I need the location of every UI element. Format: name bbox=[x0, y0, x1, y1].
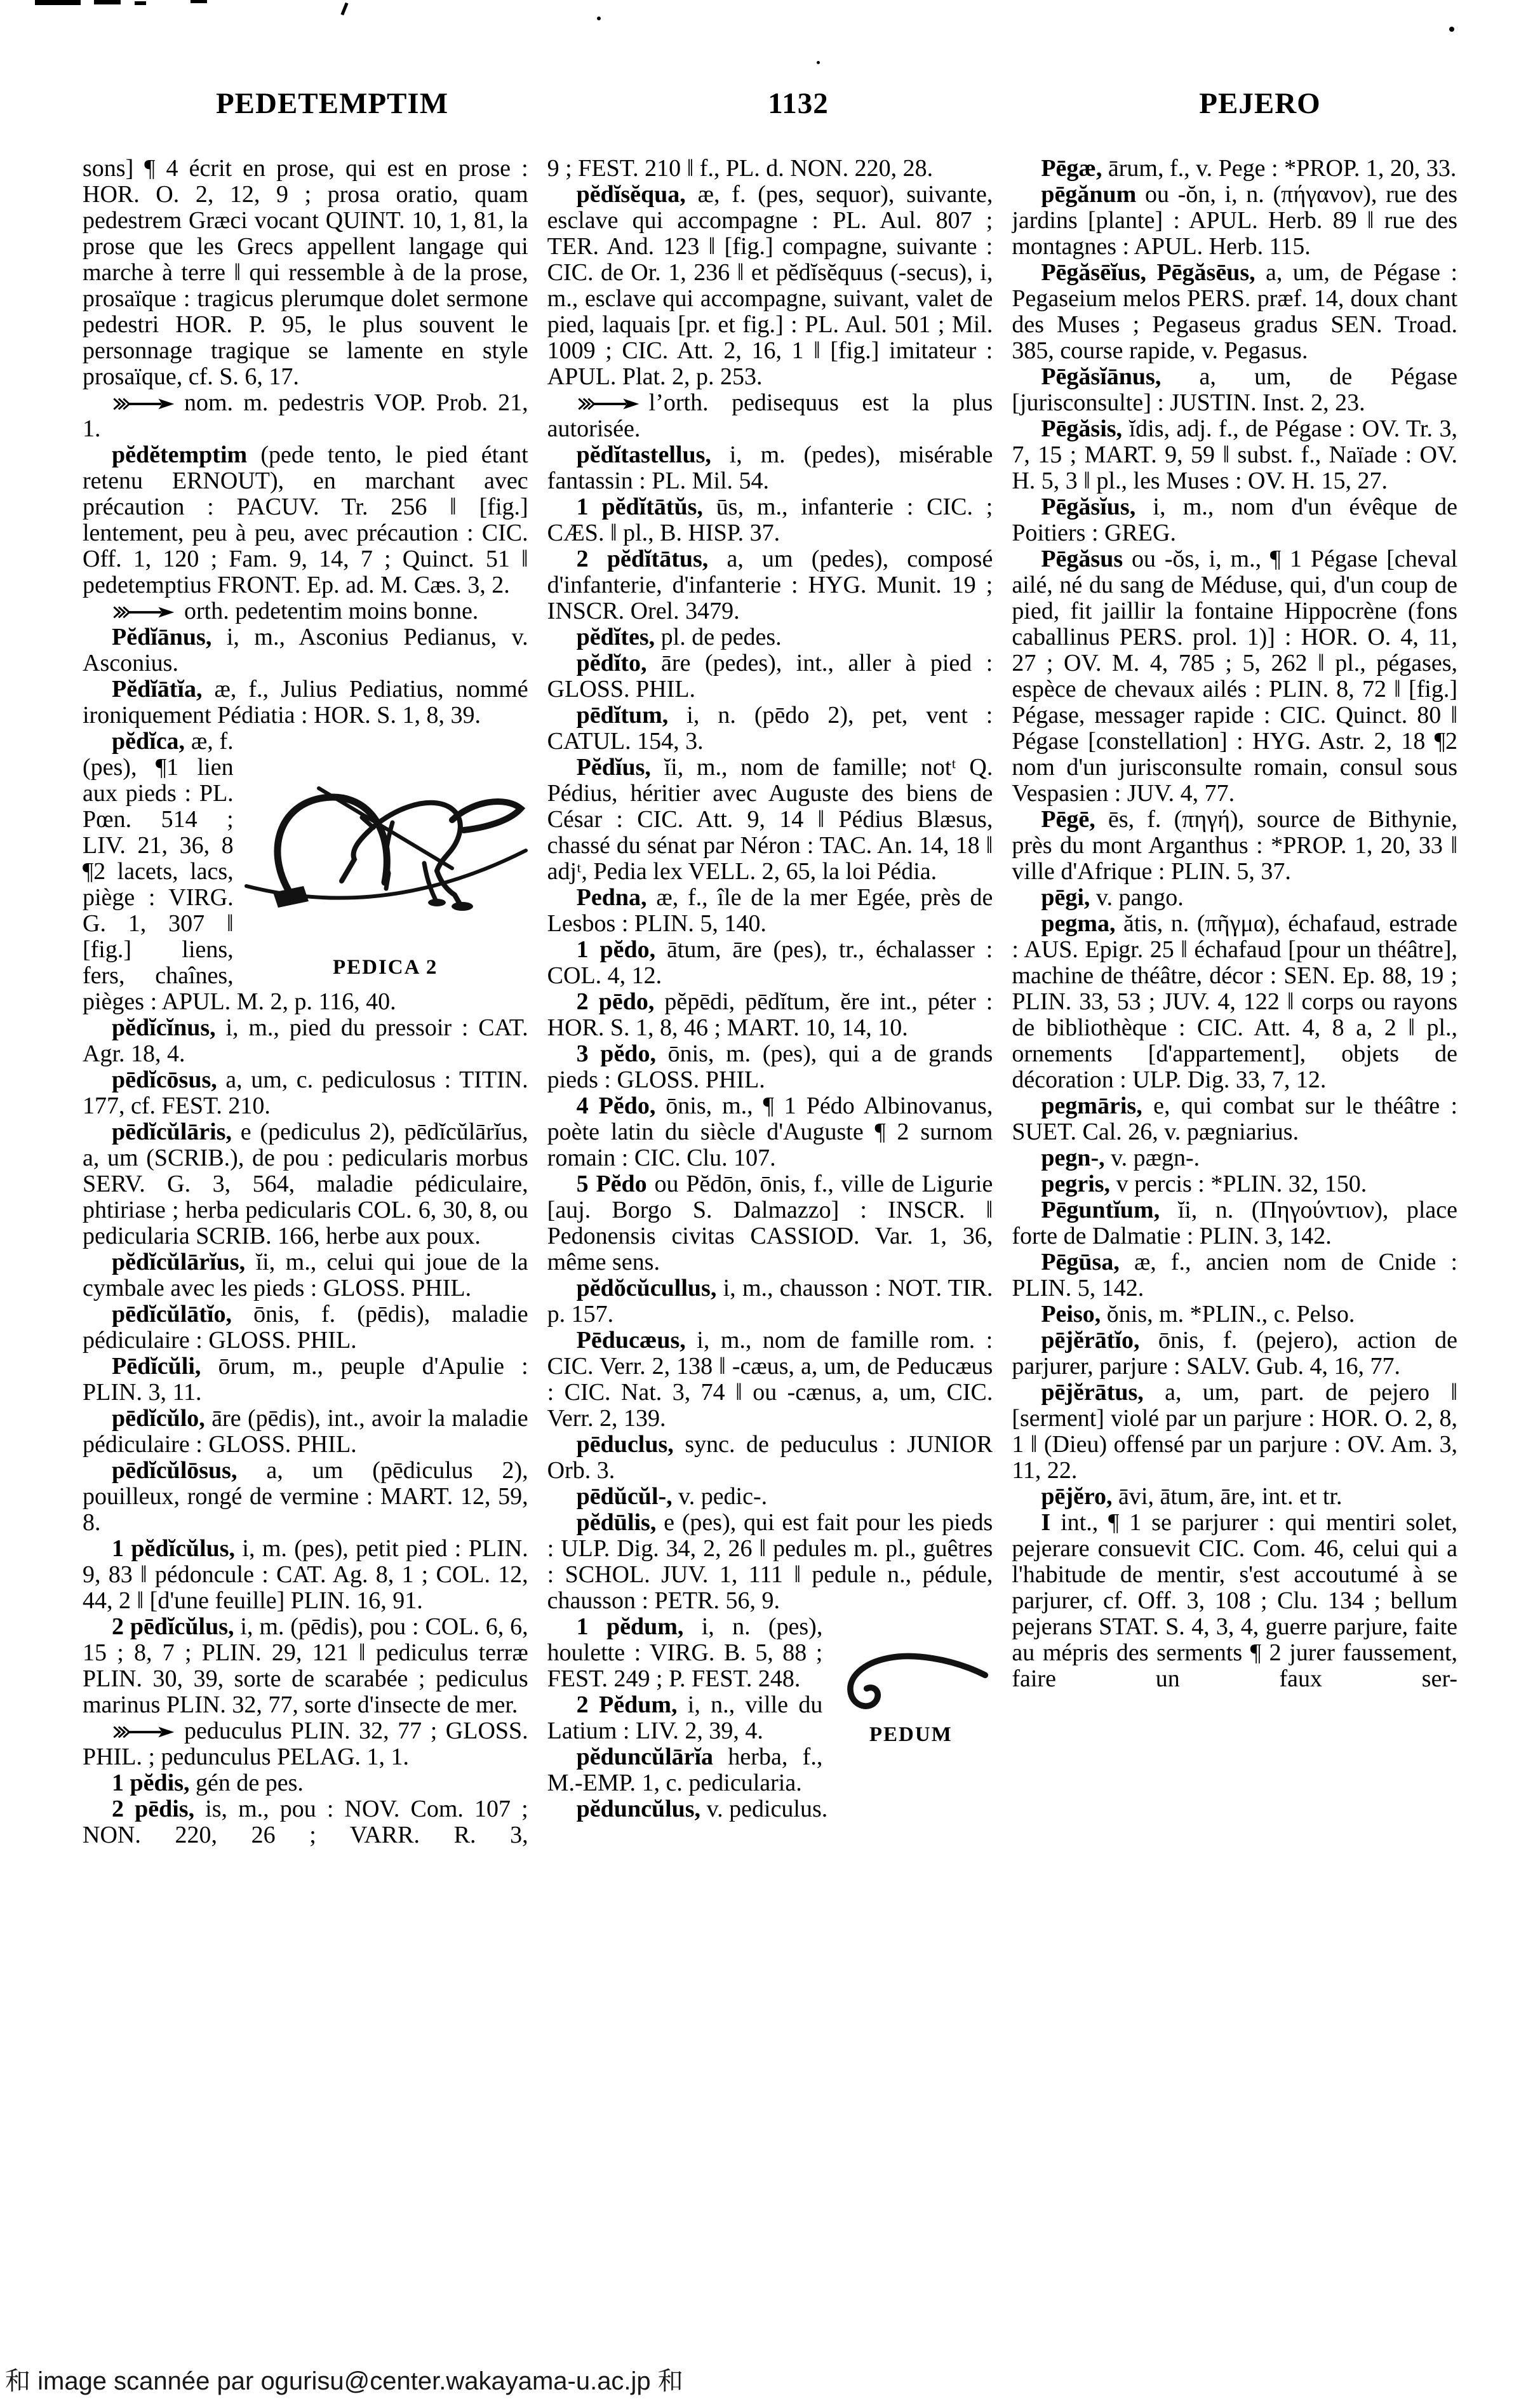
dictionary-entry: pēdĭcŭlāris, e (pediculus 2), pēdĭcŭlārĭus, a, um (SCRIB.), de pou : pedicularis morbus SERV. G. 3, 564, maladie pédiculaire, phtiriase ; herba pedicularis COL. 6, 30, 8, ou pedicularia SCRIB. 166, herbe aux poux. bbox=[83, 1119, 528, 1249]
dictionary-entry: 1 pĕdĭcŭlus, i, m. (pes), petit pied : PLIN. 9, 83 ‖ pédoncule : CAT. Ag. 8, 1 ; COL. 12, 44, 2 ‖ [d'une feuille] PLIN. 16, 91. bbox=[83, 1535, 528, 1614]
headword: pegma, bbox=[1041, 910, 1116, 937]
dictionary-entry: Pēgăsis, ĭdis, adj. f., de Pégase : OV. Tr. 3, 7, 15 ; MART. 9, 59 ‖ subst. f., Naïade : OV. H. 5, 3 ‖ pl., les Muses : OV. H. 15, 27. bbox=[1012, 415, 1457, 494]
headword: pegris, bbox=[1041, 1171, 1111, 1197]
dictionary-entry: pēduclus, sync. de peduculus : JUNIOR Orb. 3. bbox=[547, 1431, 993, 1484]
headword: pĕdĭca, bbox=[112, 728, 185, 755]
dictionary-entry: Pēgăsĭus, i, m., nom d'un évêque de Poitiers : GREG. bbox=[1012, 494, 1457, 546]
scan-artifact bbox=[135, 1, 146, 5]
dictionary-entry: 2 Pĕdum, i, n., ville du Latium : LIV. 2, 39, 4. bbox=[547, 1691, 823, 1744]
headword: Pēgăsēĭus, Pēgăsēus, bbox=[1041, 259, 1255, 286]
remark-arrow-icon bbox=[112, 397, 175, 411]
headword: 1 pĕdĭtātŭs, bbox=[576, 494, 703, 520]
headword: I bbox=[1041, 1509, 1051, 1536]
dictionary-entry: Pēgăsĭānus, a, um, de Pégase [jurisconsulte] : JUSTIN. Inst. 2, 23. bbox=[1012, 363, 1457, 416]
headword: 2 pēdis, bbox=[112, 1796, 195, 1822]
headword: Pĕdĭānus, bbox=[112, 624, 212, 650]
figure-pedica bbox=[243, 762, 528, 981]
headword: pĕdĭtastellus, bbox=[576, 441, 711, 468]
dictionary-entry: 1 pĕdo, ātum, āre (pes), tr., échalasser : COL. 4, 12. bbox=[547, 936, 993, 989]
headword: pēdĭcŭlātĭo, bbox=[112, 1301, 232, 1327]
headword: Pēgăsis, bbox=[1041, 415, 1123, 442]
header-left-keyword: PEDETEMPTIM bbox=[215, 87, 449, 120]
headword: 2 pēdĭcŭlus, bbox=[112, 1613, 234, 1640]
dictionary-entry: pējĕro, āvi, ātum, āre, int. et tr. bbox=[1041, 1483, 1342, 1510]
dictionary-entry: pĕdĭto, āre (pedes), int., aller à pied : GLOSS. PHIL. bbox=[547, 650, 993, 702]
figure-caption: PEDICA 2 bbox=[332, 956, 438, 979]
dictionary-entry: Pēducæus, i, m., nom de famille rom. : CIC. Verr. 2, 138 ‖ -cæus, a, um, de Peducæus : CIC. Nat. 3, 74 ‖ ou -cænus, a, um, CIC. Verr. 2, 139. bbox=[547, 1327, 993, 1432]
dictionary-entry: 4 Pĕdo, ōnis, m., ¶ 1 Pédo Albinovanus, poète latin du siècle d'Auguste ¶ 2 surnom romain : CIC. Clu. 107. bbox=[547, 1092, 993, 1171]
remark-arrow-icon bbox=[112, 1725, 175, 1739]
headword: 2 pĕdĭtātus, bbox=[576, 546, 709, 572]
headword: pēdĭtum, bbox=[576, 702, 669, 729]
headword: pēdĭcŭlōsus, bbox=[112, 1457, 238, 1484]
dictionary-entry: pegmāris, e, qui combat sur le théâtre : SUET. Cal. 26, v. pægniarius. bbox=[1012, 1092, 1457, 1145]
dictionary-entry: pĕduncŭlus, v. pediculus. bbox=[576, 1796, 828, 1822]
dictionary-entry: 9 ; FEST. 210 ‖ f., PL. d. NON. 220, 28. bbox=[547, 156, 934, 182]
headword: pĕdĭcĭnus, bbox=[112, 1014, 216, 1041]
headword: pĕdĭtes, bbox=[576, 624, 655, 650]
headword: 2 Pĕdum, bbox=[576, 1691, 678, 1718]
dictionary-entry: PEDICA 2 pĕdĭca, æ, f. (pes), ¶1 lien aux pieds : PL. Pœn. 514 ; LIV. 21, 36, 8 ¶2 lacets, lacs, piège : VIRG. G. 1, 307 ‖ [fig.] liens, fers, chaînes, pièges : APUL. M. 2, p. 116, 40. bbox=[83, 729, 528, 1015]
figure-pedum bbox=[829, 1639, 993, 1748]
headword: Pēgæ, bbox=[1041, 156, 1102, 182]
dictionary-entry: pēdĭcŭlo, āre (pēdis), int., avoir la maladie pédiculaire : GLOSS. PHIL. bbox=[83, 1405, 528, 1458]
headword: pēdĭcŭlo, bbox=[112, 1405, 205, 1432]
dictionary-entry: 1 pĕdis, gén de pes. bbox=[112, 1770, 304, 1796]
dictionary-entry: pĕdĭtes, pl. de pedes. bbox=[576, 624, 782, 650]
dictionary-entry: orth. pedetentim moins bonne. bbox=[83, 598, 528, 624]
dictionary-entry: pegma, ătis, n. (πῆγμα), échafaud, estrade : AUS. Epigr. 25 ‖ échafaud [pour un théâtre], machine de théâtre, décor : SEN. Ep. 88, 19 ; PLIN. 33, 53 ; JUV. 4, 122 ‖ corps ou rayons de bibliothèque : CIC. Att. 4, 8 a, 2 ‖ pl., ornements [d'appartement], objets de décoration : ULP. Dig. 33, 7, 12. bbox=[1012, 910, 1457, 1093]
headword: pĕdĭsĕqua, bbox=[576, 181, 686, 208]
text-columns bbox=[83, 156, 1457, 2271]
dictionary-entry: Pĕdĭus, ĭi, m., nom de famille; notᵗ Q. Pédius, héritier avec Auguste des biens de César : CIC. Att. 9, 14 ‖ Pédius Blæsus, chassé du sénat par Néron : TAC. An. 14, 18 ‖ adjᵗ, Pedia lex VELL. 2, 65, la loi Pédia. bbox=[547, 754, 993, 885]
headword: Pĕdĭātĭa, bbox=[112, 676, 203, 702]
headword: pegmāris, bbox=[1041, 1092, 1142, 1119]
headword: 5 Pĕdo bbox=[576, 1171, 647, 1197]
headword: pĕdĭto, bbox=[576, 650, 647, 676]
dictionary-entry: Pēgūsa, æ, f., ancien nom de Cnide : PLIN. 5, 142. bbox=[1012, 1249, 1457, 1301]
dictionary-entry: sons] ¶ 4 écrit en prose, qui est en prose : HOR. O. 2, 12, 9 ; prosa oratio, quam pedestrem Græci vocant QUINT. 10, 1, 81, la prose que les Grecs appellent langage qui marche à terre ‖ qui ressemble à de la prose, prosaïque : tragicus plerumque dolet sermone pedestri HOR. P. 95, le plus souvent le personnage tragique se lamente en style prosaïque, cf. S. 6, 17. bbox=[83, 156, 528, 390]
headword: Pedna, bbox=[576, 884, 647, 911]
scan-artifact bbox=[340, 3, 348, 15]
scan-artifact bbox=[191, 0, 207, 3]
dictionary-entry: Pēgē, ēs, f. (πηγή), source de Bithynie, près du mont Arganthus : *PROP. 1, 20, 33 ‖ ville d'Afrique : PLIN. 5, 37. bbox=[1012, 806, 1457, 885]
dictionary-entry: pĕdĭsĕqua, æ, f. (pes, sequor), suivante, esclave qui accompagne : PL. Aul. 807 ; TER. And. 123 ‖ [fig.] compagne, suivante : CIC. de Or. 1, 236 ‖ et pĕdĭsĕquus (-secus), i, m., esclave qui accompagne, suivant, valet de pied, laquais [pr. et fig.] : PL. Aul. 501 ; Mil. 1009 ; CIC. Att. 2, 16, 1 ‖ [fig.] imitateur : APUL. Plat. 2, p. 253. bbox=[547, 181, 993, 390]
scan-artifact bbox=[94, 0, 121, 4]
dictionary-entry: pēdĭcŭlātĭo, ōnis, f. (pēdis), maladie pédiculaire : GLOSS. PHIL. bbox=[83, 1301, 528, 1354]
headword: pĕdūlis, bbox=[576, 1509, 657, 1536]
dictionary-entry: pēgănum ou -ŏn, i, n. (πήγανον), rue des jardins [plante] : APUL. Herb. 89 ‖ rue des montagnes : APUL. Herb. 115. bbox=[1012, 181, 1457, 260]
headword: pēdŭcŭl-, bbox=[576, 1483, 673, 1510]
dictionary-entry: pĕdūlis, e (pes), qui est fait pour les pieds : ULP. Dig. 34, 2, 26 ‖ pedules m. pl., guêtres : SCHOL. JUV. 1, 111 ‖ pedule n., pédule, chausson : PETR. 56, 9. bbox=[547, 1509, 993, 1614]
headword: Pēguntĭum, bbox=[1041, 1197, 1160, 1223]
dictionary-entry: 1 pĕdĭtātŭs, ūs, m., infanterie : CIC. ; CÆS. ‖ pl., B. HISP. 37. bbox=[547, 494, 993, 546]
headword: 3 pĕdo, bbox=[576, 1040, 656, 1067]
pedica-trap-illustration bbox=[243, 762, 528, 952]
dictionary-entry: Pēdĭcŭli, ōrum, m., peuple d'Apulie : PLIN. 3, 11. bbox=[83, 1353, 528, 1406]
headword: pĕduncŭlus, bbox=[576, 1796, 701, 1822]
page-header bbox=[0, 86, 1540, 126]
scan-artifact bbox=[597, 17, 601, 20]
dictionary-entry: pĕdĭtastellus, i, m. (pedes), misérable fantassin : PL. Mil. 54. bbox=[547, 441, 993, 494]
headword: Pēgē, bbox=[1041, 806, 1095, 833]
dictionary-entry: Pēgăsus ou -ŏs, i, m., ¶ 1 Pégase [cheval ailé, né du sang de Méduse, qui, d'un coup de pied, fit jaillir la fontaine Hippocrène (fons caballinus PERS. prol. 1)] : HOR. O. 4, 11, 27 ; OV. M. 4, 785 ; 5, 262 ‖ pl., pégases, espèce de chevaux ailés : PLIN. 8, 72 ‖ [fig.] Pégase, messager rapide : CIC. Quinct. 80 ‖ Pégase [constellation] : HYG. Astr. 2, 18 ¶2 nom d'un jurisconsulte romain, consul sous Vespasien : JUV. 4, 77. bbox=[1012, 546, 1457, 807]
dictionary-entry: pēdĭcŭlōsus, a, um (pēdiculus 2), pouilleux, rongé de vermine : MART. 12, 59, 8. bbox=[83, 1457, 528, 1536]
scan-watermark: 和 image scannée par ogurisu@center.wakayama-u.ac.jp 和 bbox=[5, 2367, 683, 2395]
headword: Pēdĭcŭli, bbox=[112, 1353, 201, 1380]
dictionary-entry: pĕduncŭlārĭa herba, f., M.-EMP. 1, c. pedicularia. bbox=[547, 1744, 823, 1796]
headword: pējĕrātus, bbox=[1041, 1379, 1144, 1406]
dictionary-entry: pĕdŏcŭcullus, i, m., chausson : NOT. TIR. p. 157. bbox=[547, 1275, 993, 1327]
dictionary-entry: Pēgăsēĭus, Pēgăsēus, a, um, de Pégase : Pegaseium melos PERS. præf. 14, doux chant des Muses ; Pegaseus gradus SEN. Troad. 385, course rapide, v. Pegasus. bbox=[1012, 259, 1457, 364]
column-middle bbox=[547, 156, 993, 2271]
dictionary-entry: pēdŭcŭl-, v. pedic-. bbox=[576, 1483, 768, 1510]
dictionary-entry: PEDUM 1 pĕdum, i, n. (pes), houlette : VIRG. B. 5, 88 ; FEST. 249 ; P. FEST. 248. bbox=[547, 1614, 993, 1692]
dictionary-entry: Pēguntĭum, ĭi, n. (Πηγούντιον), place forte de Dalmatie : PLIN. 3, 142. bbox=[1012, 1197, 1457, 1249]
dictionary-entry: Pĕdĭānus, i, m., Asconius Pedianus, v. Asconius. bbox=[83, 624, 528, 676]
dictionary-entry: 2 pēdis, is, m., pou : NOV. Com. 107 ; NON. 220, 26 ; VARR. R. 3, bbox=[83, 1796, 528, 1848]
dictionary-entry: peduculus PLIN. 32, 77 ; GLOSS. PHIL. ; pedunculus PELAG. 1, 1. bbox=[83, 1717, 528, 1770]
dictionary-entry: l’orth. pedisequus est la plus autorisée. bbox=[547, 389, 993, 442]
dictionary-entry: I int., ¶ 1 se parjurer : qui mentiri solet, pejerare consuevit CIC. Com. 46, celui qui a l'habitude de mentir, s'est accoutumé à se parjurer, cf. Off. 3, 108 ; Clu. 134 ; bellum pejerans STAT. S. 4, 3, 4, guerre parjure, faite au mépris des serments ¶ 2 jurer faussement, faire un faux ser- bbox=[1012, 1509, 1457, 1692]
headword: pējĕro, bbox=[1041, 1483, 1113, 1510]
headword: pĕdŏcŭcullus, bbox=[576, 1275, 717, 1301]
headword: 4 Pĕdo, bbox=[576, 1092, 656, 1119]
headword: 1 pĕdĭcŭlus, bbox=[112, 1535, 236, 1562]
headword: 1 pĕdo, bbox=[576, 936, 656, 963]
column-right bbox=[1012, 156, 1457, 2271]
dictionary-entry: 2 pēdĭcŭlus, i, m. (pēdis), pou : COL. 6, 6, 15 ; 8, 7 ; PLIN. 29, 121 ‖ pediculus terræ PLIN. 30, 39, sorte de scarabée ; pediculus marinus PLIN. 32, 77, sorte d'insecte de mer. bbox=[83, 1613, 528, 1718]
scan-artifact bbox=[35, 0, 81, 5]
headword: pĕdĭcŭlārĭus, bbox=[112, 1249, 246, 1275]
headword: pĕdĕtemptim bbox=[112, 441, 248, 468]
dictionary-entry: pĕdĭcŭlārĭus, ĭi, m., celui qui joue de la cymbale avec les pieds : GLOSS. PHIL. bbox=[83, 1249, 528, 1301]
remark-arrow-icon bbox=[577, 397, 640, 411]
headword: pēdĭcŭlāris, bbox=[112, 1119, 232, 1145]
figure-caption: PEDUM bbox=[869, 1723, 953, 1746]
headword: Pēgăsus bbox=[1041, 546, 1123, 572]
column-left bbox=[83, 156, 528, 2271]
dictionary-entry: pēgi, v. pango. bbox=[1041, 884, 1184, 911]
dictionary-entry: Pēgæ, ārum, f., v. Pege : *PROP. 1, 20, 33. bbox=[1041, 156, 1457, 182]
dictionary-entry: 2 pĕdĭtātus, a, um (pedes), composé d'infanterie, d'infanterie : HYG. Munit. 19 ; INSCR. Orel. 3479. bbox=[547, 546, 993, 624]
page-number: 1132 bbox=[768, 87, 829, 120]
headword: pēdĭcōsus, bbox=[112, 1066, 217, 1093]
dictionary-entry: pēdĭcōsus, a, um, c. pediculosus : TITIN. 177, cf. FEST. 210. bbox=[83, 1066, 528, 1119]
dictionary-entry: Peiso, ŏnis, m. *PLIN., c. Pelso. bbox=[1041, 1301, 1355, 1327]
headword: Pēgăsĭānus, bbox=[1041, 363, 1162, 390]
headword: pēgănum bbox=[1041, 181, 1137, 208]
dictionary-entry: 5 Pĕdo ou Pĕdōn, ōnis, f., ville de Ligurie [auj. Borgo S. Dalmazzo] : INSCR. ‖ Pedonensis civitas CASSIOD. Var. 1, 36, même sens. bbox=[547, 1171, 993, 1275]
dictionary-entry: pegn-, v. pægn-. bbox=[1041, 1145, 1200, 1171]
dictionary-entry: pegris, v percis : *PLIN. 32, 150. bbox=[1041, 1171, 1367, 1197]
remark-arrow-icon bbox=[112, 605, 175, 619]
headword: Pēgūsa, bbox=[1041, 1249, 1120, 1275]
dictionary-entry: nom. m. pedestris VOP. Prob. 21, 1. bbox=[83, 389, 528, 442]
headword: 2 pēdo, bbox=[576, 988, 655, 1015]
headword: Pēgăsĭus, bbox=[1041, 494, 1136, 520]
headword: 1 pĕdum, bbox=[576, 1613, 684, 1640]
headword: pēgi, bbox=[1041, 884, 1090, 911]
scan-artifact bbox=[817, 61, 820, 64]
header-right-keyword: PEJERO bbox=[1199, 87, 1321, 120]
dictionary-entry: 3 pĕdo, ōnis, m. (pes), qui a de grands pieds : GLOSS. PHIL. bbox=[547, 1040, 993, 1093]
headword: Pĕdĭus, bbox=[576, 754, 651, 781]
dictionary-entry: Pĕdĭātĭa, æ, f., Julius Pediatius, nommé ironiquement Pédiatia : HOR. S. 1, 8, 39. bbox=[83, 676, 528, 729]
headword: pegn-, bbox=[1041, 1145, 1105, 1171]
headword: pēduclus, bbox=[576, 1431, 674, 1458]
pedum-crook-illustration bbox=[831, 1639, 990, 1719]
scan-artifact bbox=[1449, 27, 1454, 32]
headword: 1 pĕdis, bbox=[112, 1770, 190, 1796]
dictionary-entry: pĕdĭcĭnus, i, m., pied du pressoir : CAT. Agr. 18, 4. bbox=[83, 1014, 528, 1067]
dictionary-entry: 2 pēdo, pĕpēdi, pēdĭtum, ĕre int., péter : HOR. S. 1, 8, 46 ; MART. 10, 14, 10. bbox=[547, 988, 993, 1041]
headword: pējĕrātĭo, bbox=[1041, 1327, 1140, 1354]
headword: pĕduncŭlārĭa bbox=[576, 1744, 714, 1770]
dictionary-entry: pĕdĕtemptim (pede tento, le pied étant retenu ERNOUT), en marchant avec précaution : PACUV. Tr. 256 ‖ [fig.] lentement, peu à peu, avec précaution : CIC. Off. 1, 120 ; Fam. 9, 14, 7 ; Quinct. 51 ‖ pedetemptius FRONT. Ep. ad. M. Cæs. 3, 2. bbox=[83, 441, 528, 598]
dictionary-entry: pējĕrātĭo, ōnis, f. (pejero), action de parjurer, parjure : SALV. Gub. 4, 16, 77. bbox=[1012, 1327, 1457, 1380]
dictionary-entry: pējĕrātus, a, um, part. de pejero ‖ [serment] violé par un parjure : HOR. O. 2, 8, 1 ‖ (Dieu) offensé par un parjure : OV. Am. 3, 11, 22. bbox=[1012, 1379, 1457, 1484]
dictionary-entry: Pedna, æ, f., île de la mer Egée, près de Lesbos : PLIN. 5, 140. bbox=[547, 884, 993, 937]
headword: Pēducæus, bbox=[576, 1327, 686, 1354]
headword: Peiso, bbox=[1041, 1301, 1101, 1327]
dictionary-entry: pēdĭtum, i, n. (pēdo 2), pet, vent : CATUL. 154, 3. bbox=[547, 702, 993, 755]
